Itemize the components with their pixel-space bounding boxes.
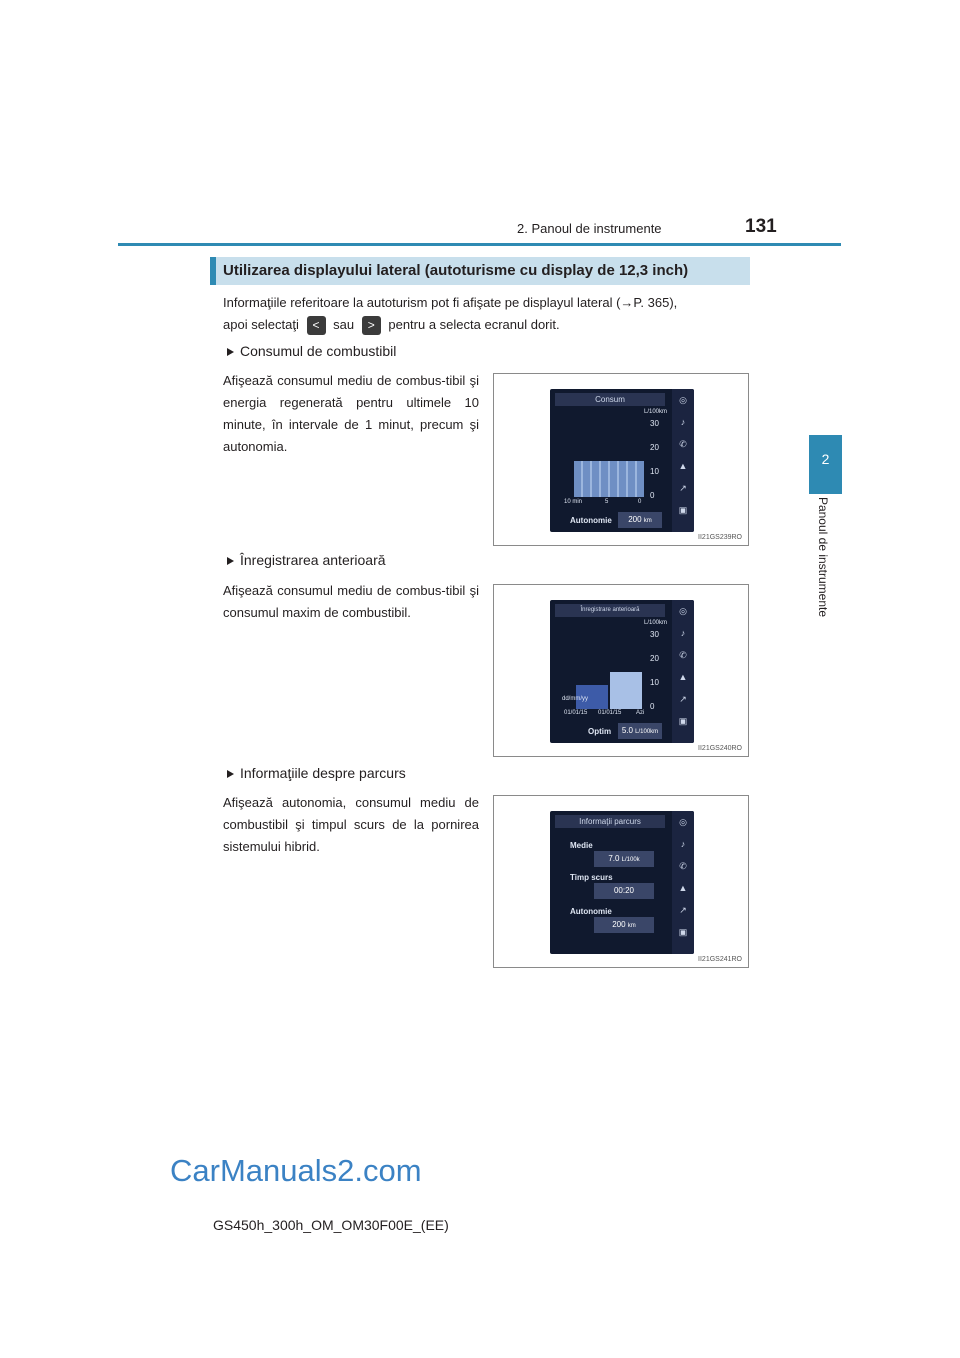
footer-value-unit: km bbox=[643, 518, 652, 524]
page-number: 131 bbox=[745, 216, 777, 237]
figure-trip-info bbox=[493, 795, 749, 968]
screen-sidebar bbox=[672, 811, 694, 954]
tick-10: 10 bbox=[650, 467, 659, 476]
screen-icon: ▣ bbox=[678, 716, 688, 726]
side-tab-number: 2 bbox=[821, 451, 830, 467]
unit-label: L/100km bbox=[644, 409, 668, 415]
x-label-10min: 10 min bbox=[564, 499, 583, 505]
intro-line2-mid: sau bbox=[333, 317, 355, 332]
footer-value-unit: L/100km bbox=[635, 729, 659, 735]
x-label-0: 0 bbox=[638, 499, 642, 505]
footer-label: Autonomie bbox=[570, 516, 612, 525]
warning-icon: ▲ bbox=[678, 461, 688, 471]
intro-paragraph bbox=[223, 292, 751, 336]
figure-code: II21GS239RO bbox=[698, 534, 742, 541]
side-label: dd/mm/yy bbox=[562, 696, 589, 702]
intro-line-2 bbox=[223, 314, 751, 336]
figure-code: II21GS240RO bbox=[698, 745, 742, 752]
screen-sidebar bbox=[672, 389, 694, 532]
section-title: Utilizarea displayului lateral (autoturisme cu display de 12,3 inch) bbox=[223, 262, 689, 279]
music-icon: ♪ bbox=[680, 628, 686, 638]
side-tab-label: Panoul de instrumente bbox=[816, 496, 830, 618]
footer-value-number: 200 bbox=[628, 515, 642, 524]
figure-fuel-consumption bbox=[493, 373, 749, 546]
tick-30: 30 bbox=[650, 419, 659, 428]
screen-icon: ▣ bbox=[678, 505, 688, 515]
footer-value bbox=[618, 512, 662, 528]
navigation-icon: ↗ bbox=[679, 905, 687, 915]
row-label-elapsed: Timp scurs bbox=[570, 873, 613, 882]
power-icon: ◎ bbox=[679, 606, 687, 616]
item-description-fuel-consumption: Afişează consumul mediu de combus-tibil şi energia regenerată pentru ultimele 10 minute, în intervale de 1 minut, precum şi autonomia. bbox=[223, 373, 479, 454]
row-value-number: 7.0 bbox=[608, 854, 620, 863]
item-heading-text: Informaţiile despre parcurs bbox=[240, 765, 406, 781]
row-label-average: Medie bbox=[570, 841, 593, 850]
phone-icon: ✆ bbox=[679, 650, 687, 660]
tick-20: 20 bbox=[650, 654, 659, 663]
intro-line2-post: pentru a selecta ecranul dorit. bbox=[388, 317, 560, 332]
phone-icon: ✆ bbox=[679, 861, 687, 871]
warning-icon: ▲ bbox=[678, 883, 688, 893]
tick-0: 0 bbox=[650, 491, 655, 500]
item-heading-text: Consumul de combustibil bbox=[240, 343, 397, 359]
bar-today bbox=[610, 672, 642, 709]
item-description-trip-info: Afişează autonomia, consumul mediu de combustibil şi timpul scurs de la pornirea sistemului hibrid. bbox=[223, 795, 479, 854]
screen-title: Consum bbox=[555, 393, 665, 406]
item-description-previous-record: Afişează consumul mediu de combus-tibil şi consumul maxim de combustibil. bbox=[223, 583, 479, 620]
consumption-bars bbox=[574, 461, 644, 497]
row-value-elapsed bbox=[594, 883, 654, 899]
screen-title: Înregistrare anterioară bbox=[555, 604, 665, 617]
screen-title: Informaţii parcurs bbox=[555, 815, 665, 828]
power-icon: ◎ bbox=[679, 817, 687, 827]
item-heading-text: Înregistrarea anterioară bbox=[240, 552, 386, 568]
row-value-average bbox=[594, 851, 654, 867]
row-value-number: 200 bbox=[612, 920, 626, 929]
item-heading-trip-info bbox=[227, 765, 406, 781]
x-label-3: Azi bbox=[636, 710, 645, 716]
screen-icon: ▣ bbox=[678, 927, 688, 937]
triangle-bullet-icon bbox=[227, 348, 234, 356]
warning-icon: ▲ bbox=[678, 672, 688, 682]
figure-code: II21GS241RO bbox=[698, 956, 742, 963]
row-value-range bbox=[594, 917, 654, 933]
intro-line-1: Informaţiile referitoare la autoturism pot fi afişate pe displayul lateral (→P. 365), bbox=[223, 295, 678, 310]
footer-label: Optim bbox=[588, 727, 612, 736]
item-heading-fuel-consumption bbox=[227, 343, 396, 359]
tick-20: 20 bbox=[650, 443, 659, 452]
chevron-right-icon: > bbox=[362, 316, 381, 335]
footer-value-number: 5.0 bbox=[621, 726, 633, 735]
row-value-number: 00:20 bbox=[613, 886, 635, 895]
triangle-bullet-icon bbox=[227, 557, 234, 565]
row-value-unit: km bbox=[627, 923, 636, 929]
tick-30: 30 bbox=[650, 630, 659, 639]
display-screen bbox=[550, 811, 694, 954]
x-label-1: 01/01/15 bbox=[564, 710, 588, 716]
chevron-left-icon: < bbox=[307, 316, 326, 335]
triangle-bullet-icon bbox=[227, 770, 234, 778]
unit-label: L/100km bbox=[644, 620, 668, 626]
figure-previous-record bbox=[493, 584, 749, 757]
row-label-range: Autonomie bbox=[570, 907, 612, 916]
screen-sidebar bbox=[672, 600, 694, 743]
tick-10: 10 bbox=[650, 678, 659, 687]
intro-line2-pre: apoi selectaţi bbox=[223, 317, 299, 332]
music-icon: ♪ bbox=[680, 839, 686, 849]
power-icon: ◎ bbox=[679, 395, 687, 405]
navigation-icon: ↗ bbox=[679, 483, 687, 493]
display-screen bbox=[550, 389, 694, 532]
model-code: GS450h_300h_OM_OM30F00E_(EE) bbox=[213, 1217, 449, 1233]
music-icon: ♪ bbox=[680, 417, 686, 427]
navigation-icon: ↗ bbox=[679, 694, 687, 704]
x-label-5: 5 bbox=[605, 499, 609, 505]
footer-value bbox=[618, 723, 662, 739]
x-label-2: 01/01/15 bbox=[598, 710, 622, 716]
item-heading-previous-record bbox=[227, 552, 386, 568]
chapter-title: 2. Panoul de instrumente bbox=[517, 221, 662, 236]
display-screen bbox=[550, 600, 694, 743]
tick-0: 0 bbox=[650, 702, 655, 711]
watermark: CarManuals2.com bbox=[170, 1153, 422, 1188]
header-rule bbox=[118, 243, 841, 246]
phone-icon: ✆ bbox=[679, 439, 687, 449]
row-value-unit: L/100k bbox=[621, 857, 640, 863]
